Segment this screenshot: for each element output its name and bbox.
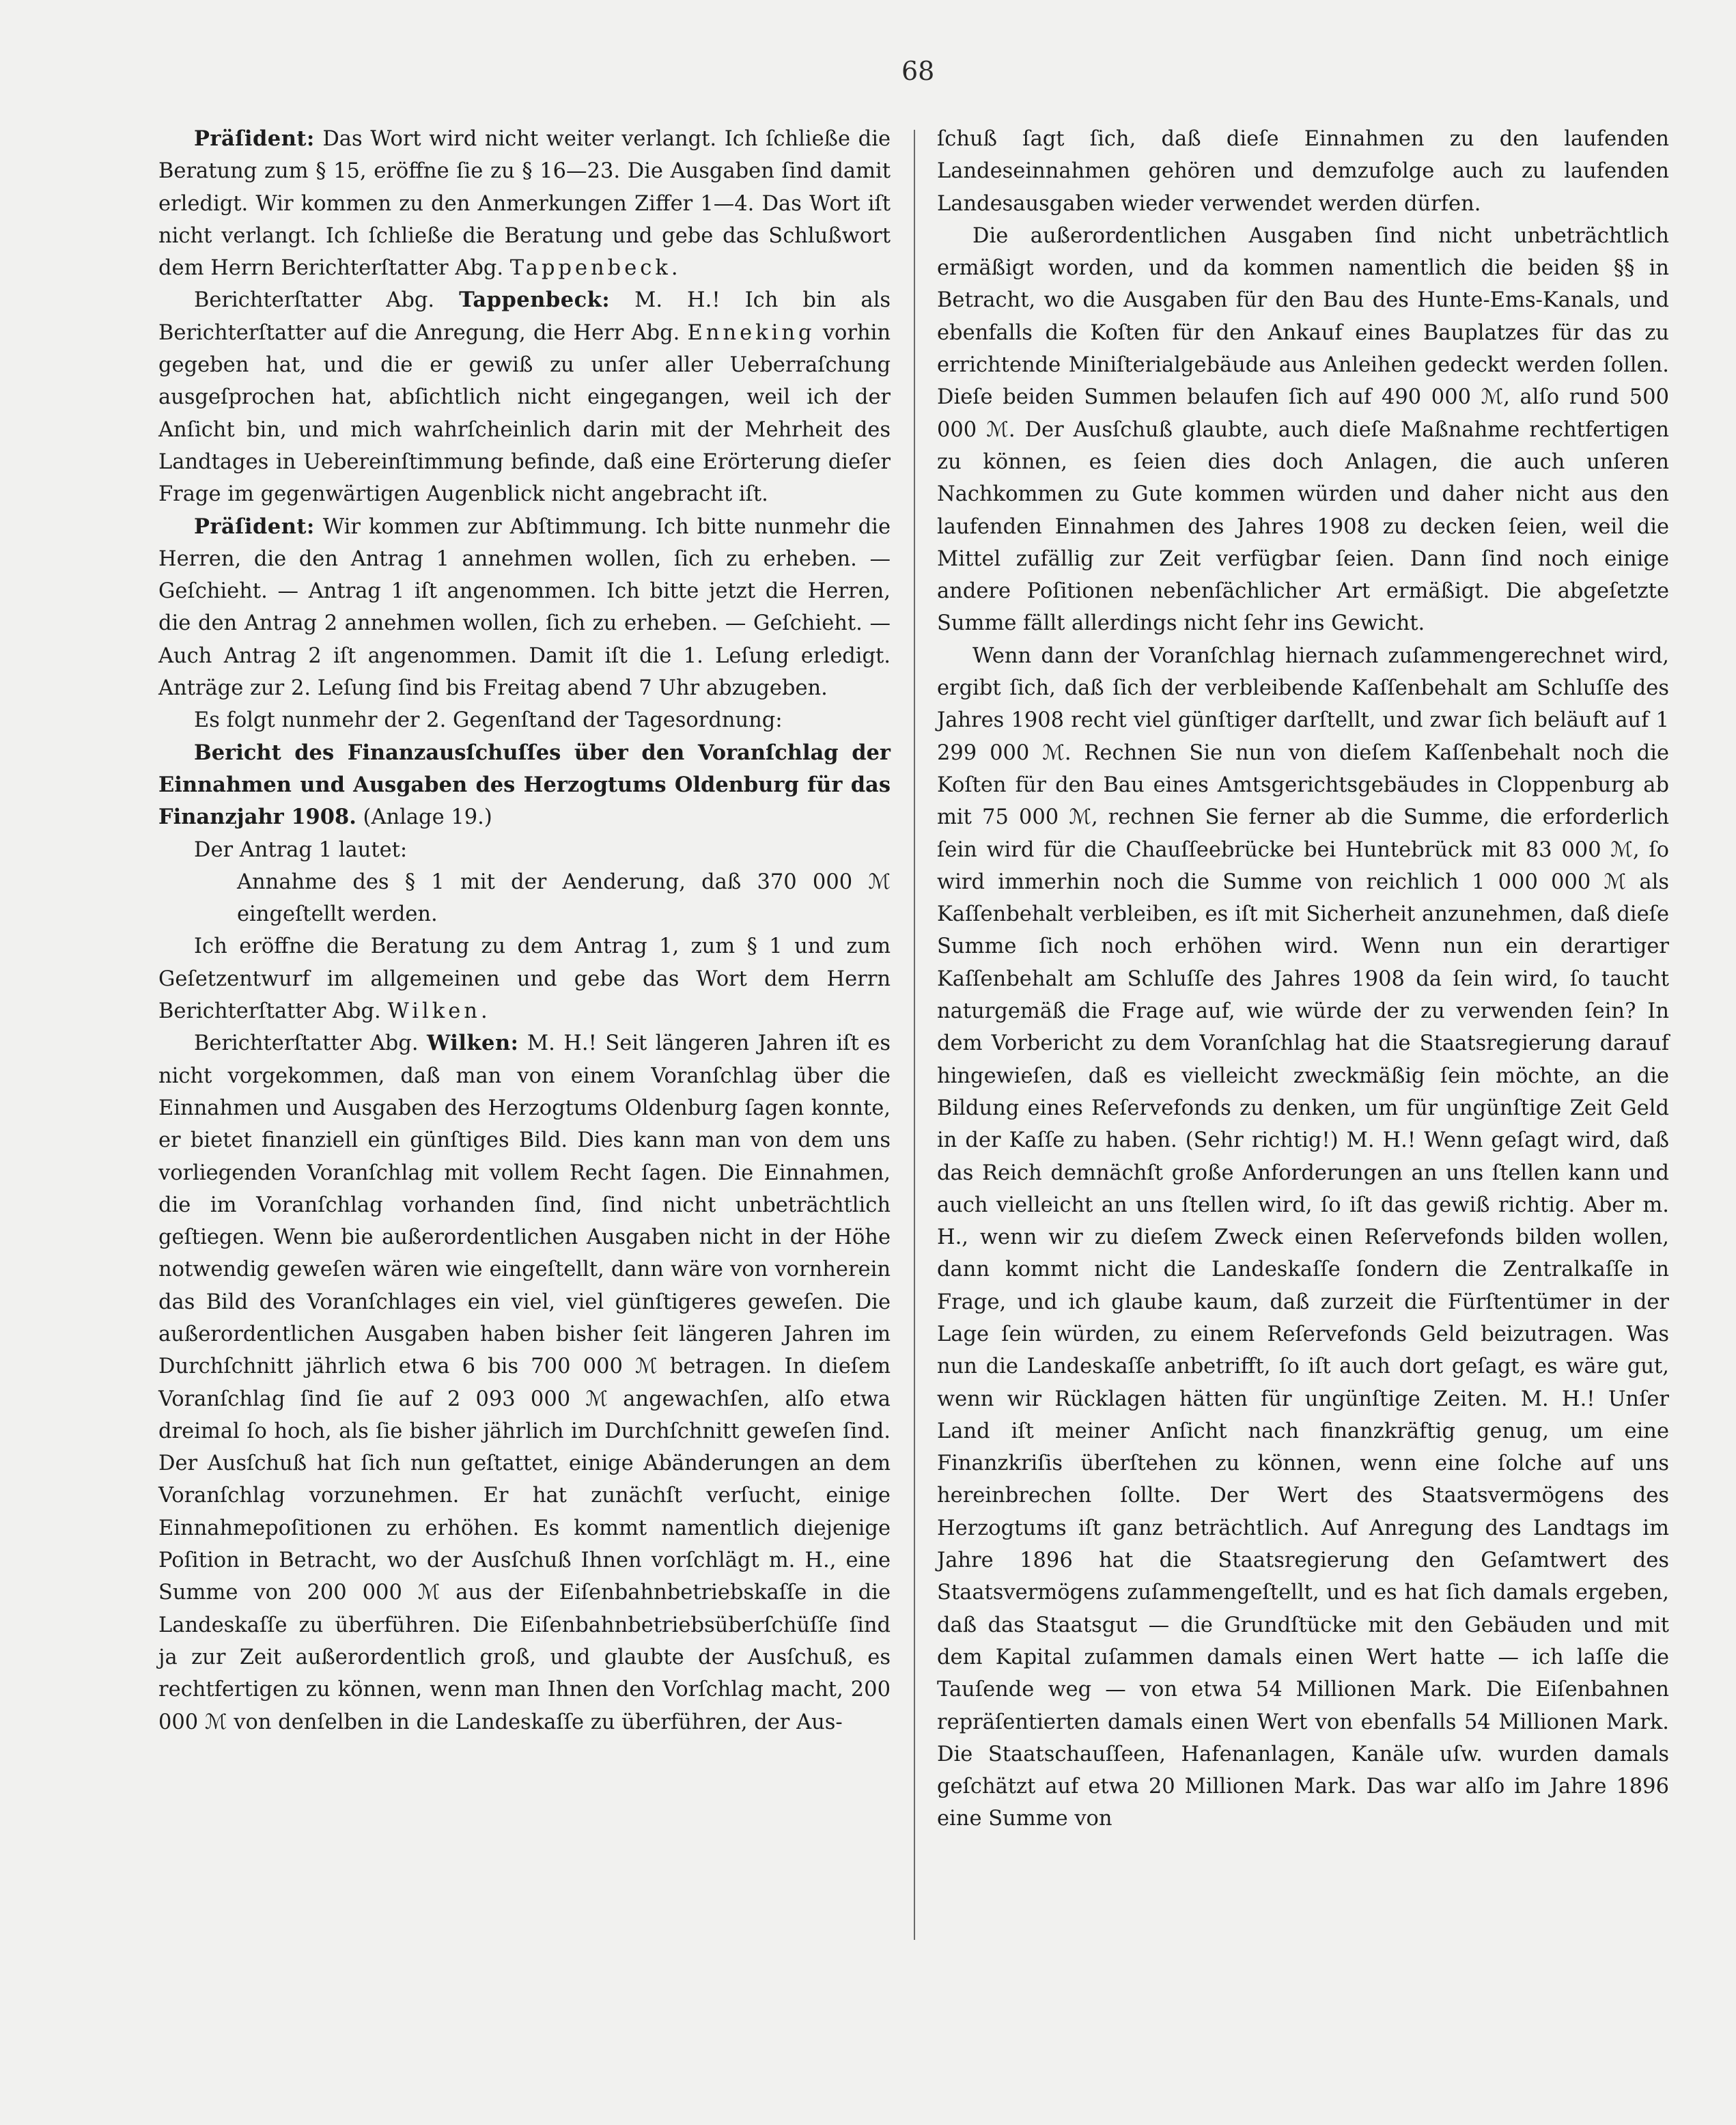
paragraph-text-end: .: [671, 256, 678, 281]
paragraph-text-end: .: [480, 999, 488, 1024]
paragraph-text: Wir kommen zur Abſtimmung. Ich bitte nunmehr die Herren, die den Antrag 1 annehmen wollen, ſich zu erheben. — Geſchieht. — Antrag 1 iſt angenommen. Ich bitte jetzt die Herren, die den Antrag 2 annehmen wollen, ſich zu erheben. — Geſchieht. — Auch Antrag 2 iſt angenommen. Damit iſt die 1. Leſung erledigt. Anträge zur 2. Leſung ſind bis Freitag abend 7 Uhr abzugeben.: [158, 514, 891, 701]
paragraph: [158, 284, 891, 510]
paragraph: [937, 123, 1669, 220]
paragraph-text: ſchuß ſagt ſich, daß dieſe Einnahmen zu den laufenden Landeseinnahmen gehören und demzufolge auch zu laufenden Landesausgaben wieder verwendet werden dürfen.: [937, 127, 1669, 216]
paragraph: [937, 220, 1669, 640]
paragraph: [937, 640, 1669, 1835]
spaced-name: Tappenbeck: [509, 256, 671, 281]
paragraph: [158, 704, 891, 736]
paragraph-text: Es folgt nunmehr der 2. Gegenſtand der Tagesordnung:: [194, 708, 783, 733]
paragraph: [158, 1027, 891, 1738]
paragraph: [158, 834, 891, 866]
left-column: [158, 123, 891, 1738]
headline-annex: (Anlage 19.): [356, 805, 492, 830]
paragraph-text: M. H.! Ich bin als Berichterſtatter auf die Anregung, die Herr Abg.: [158, 288, 891, 345]
paragraph-text: Das Wort wird nicht weiter verlangt. Ich ſchließe die Beratung zum § 15, eröffne ſie zu § 16—23. Die Ausgaben ſind damit erledigt. Wir kommen zu den Anmerkungen Ziffer 1—4. Das Wort iſt nicht verlangt. Ich ſchließe die Beratung und gebe das Schlußwort dem Herrn Berichterſtatter Abg.: [158, 127, 891, 281]
paragraph-text: Annahme des § 1 mit der Aenderung, daß 370 000 ℳ eingeſtellt werden.: [237, 870, 891, 927]
paragraph: [158, 511, 891, 705]
paragraph: [158, 123, 891, 284]
paragraph-text: Wenn dann der Voranſchlag hiernach zuſammengerechnet wird, ergibt ſich, daß ſich der verbleibende Kaſſenbehalt am Schluſſe des Jahres 1908 recht viel günſtiger darſtellt, und zwar ſich beläuft auf 1 299 000 ℳ. Rechnen Sie nun von dieſem Kaſſenbehalt noch die Koſten für den Bau eines Amtsgerichtsgebäudes in Cloppenburg ab mit 75 000 ℳ, rechnen Sie ferner ab die Summe, die erforderlich ſein wird für die Chauſſeebrücke bei Huntebrück mit 83 000 ℳ, ſo wird immerhin noch die Summe von reichlich 1 000 000 ℳ als Kaſſenbehalt verbleiben, es iſt mit Sicherheit anzunehmen, daß dieſe Summe ſich noch erhöhen wird. Wenn nun ein derartiger Kaſſenbehalt am Schluſſe des Jahres 1908 da ſein wird, ſo taucht naturgemäß die Frage auf, wie würde der zu verwenden ſein? In dem Vorbericht zu dem Voranſchlag hat die Staatsregierung darauf hingewieſen, daß es vielleicht zweckmäßig ſein möchte, an die Bildung eines Reſervefonds zu denken, um für ungünſtige Zeit Geld in der Kaſſe zu haben. (Sehr richtig!) M. H.! Wenn geſagt wird, daß das Reich demnächſt große Anforderungen an uns ſtellen kann und auch vielleicht an uns ſtellen wird, ſo iſt das gewiß richtig. Aber m. H., wenn wir zu dieſem Zweck einen Reſervefonds bilden wollen, dann kommt nicht die Landeskaſſe ſondern die Zentralkaſſe in Frage, und ich glaube kaum, daß zurzeit die Fürſtentümer in der Lage ſein würden, zu einem Reſervefonds Geld beizutragen. Was nun die Landeskaſſe anbetrifft, ſo iſt auch dort geſagt, es wäre gut, wenn wir Rücklagen hätten für ungünſtige Zeiten. M. H.! Unſer Land iſt meiner Anſicht nach finanzkräftig genug, um eine Finanzkriſis überſtehen zu können, wenn eine ſolche auf uns hereinbrechen ſollte. Der Wert des Staatsvermögens des Herzogtums iſt ganz beträchtlich. Auf Anregung des Landtags im Jahre 1896 hat die Staatsregierung den Geſamtwert des Staatsvermögens zuſammengeſtellt, und es hat ſich damals ergeben, daß das Staatsgut — die Grundſtücke mit den Gebäuden und mit dem Kapital zuſammen damals einen Wert hatte — ich laſſe die Tauſende weg — von etwa 54 Millionen Mark. Die Eiſenbahnen repräſentierten damals einen Wert von ebenfalls 54 Millionen Mark. Die Staatschauſſeen, Hafenanlagen, Kanäle uſw. wurden damals geſchätzt auf etwa 20 Millionen Mark. Das war alſo im Jahre 1896 eine Summe von: [937, 643, 1669, 1831]
paragraph: [158, 930, 891, 1027]
column-divider: [914, 130, 915, 1940]
headline-text: Bericht des Finanzausſchuſſes über den Voranſchlag der Einnahmen und Ausgaben des Herzogtums Oldenburg für das Finanzjahr 1908.: [158, 740, 891, 830]
paragraph-text: Ich eröffne die Beratung zu dem Antrag 1, zum § 1 und zum Geſetzentwurf im allgemeinen und gebe das Wort dem Herrn Berichterſtatter Abg.: [158, 934, 891, 1024]
page-number: 68: [901, 56, 935, 86]
speaker-name: Präſident:: [194, 514, 315, 539]
right-column: [937, 123, 1669, 1835]
spaced-name: Wilken: [387, 999, 481, 1024]
speaker-role: Berichterſtatter Abg.: [194, 1031, 428, 1056]
paragraph-text: Die außerordentlichen Ausgaben ſind nicht unbeträchtlich ermäßigt worden, und da kommen namentlich die beiden §§ in Betracht, wo die Ausgaben für den Bau des Hunte-Ems-Kanals, und ebenfalls die Koſten für den Ankauf eines Bauplatzes für das zu errichtende Miniſterialgebäude aus Anleihen gedeckt werden ſollen. Dieſe beiden Summen belaufen ſich auf 490 000 ℳ, alſo rund 500 000 ℳ. Der Ausſchuß glaubte, auch dieſe Maßnahme rechtfertigen zu können, es ſeien dies doch Anlagen, die auch unſeren Nachkommen zu Gute kommen würden und daher nicht aus den laufenden Einnahmen des Jahres 1908 zu decken ſeien, weil die Mittel zufällig zur Zeit verfügbar ſeien. Dann ſind noch einige andere Poſitionen nebenſächlicher Art ermäßigt. Die abgeſetzte Summe fällt allerdings nicht ſehr ins Gewicht.: [937, 223, 1669, 636]
speaker-name: Wilken:: [427, 1031, 519, 1056]
speaker-role: Berichterſtatter Abg.: [194, 288, 460, 313]
speaker-name: Tappenbeck:: [459, 288, 611, 313]
motion-quote: [158, 866, 891, 931]
paragraph-text-end: vorhin gegeben hat, und die er gewiß zu unſer aller Ueberraſchung ausgeſprochen hat, abſichtlich nicht eingegangen, weil ich der Anſicht bin, und mich wahrſcheinlich darin mit der Mehrheit des Landtages in Uebereinſtimmung befinde, daß eine Erörterung dieſer Frage im gegenwärtigen Augenblick nicht angebracht iſt.: [158, 320, 891, 507]
paragraph-text: Der Antrag 1 lautet:: [194, 837, 408, 862]
paragraph-text: M. H.! Seit längeren Jahren iſt es nicht vorgekommen, daß man von einem Voranſchlag über die Einnahmen und Ausgaben des Herzogtums Oldenburg ſagen konnte, er bietet finanziell ein günſtiges Bild. Dies kann man von dem uns vorliegenden Voranſchlag mit vollem Recht ſagen. Die Einnahmen, die im Voranſchlag vorhanden ſind, ſind nicht unbeträchtlich geſtiegen. Wenn bie außerordentlichen Ausgaben nicht in der Höhe notwendig geweſen wären wie eingeſtellt, dann wäre von vornherein das Bild des Voranſchlages ein viel, viel günſtigeres geweſen. Die außerordentlichen Ausgaben haben bisher ſeit längeren Jahren im Durchſchnitt jährlich etwa 6 bis 700 000 ℳ betragen. In dieſem Voranſchlag ſind ſie auf 2 093 000 ℳ angewachſen, alſo etwa dreimal ſo hoch, als ſie bisher jährlich im Durchſchnitt geweſen ſind. Der Ausſchuß hat ſich nun geſtattet, einige Abänderungen an dem Voranſchlag vorzunehmen. Er hat zunächſt verſucht, einige Einnahmepoſitionen zu erhöhen. Es kommt namentlich diejenige Poſition in Betracht, wo der Ausſchuß Ihnen vorſchlägt m. H., eine Summe von 200 000 ℳ aus der Eiſenbahnbetriebskaſſe in die Landeskaſſe zu überführen. Die Eiſenbahnbetriebsüberſchüſſe ſind ja zur Zeit außerordentlich groß, und glaubte der Ausſchuß, es rechtfertigen zu können, wenn man Ihnen den Vorſchlag macht, 200 000 ℳ von denſelben in die Landeskaſſe zu überführen, der Aus-: [158, 1031, 891, 1734]
agenda-heading: [158, 737, 891, 834]
speaker-name: Präſident:: [194, 126, 315, 151]
spaced-name: Enneking: [687, 320, 815, 345]
